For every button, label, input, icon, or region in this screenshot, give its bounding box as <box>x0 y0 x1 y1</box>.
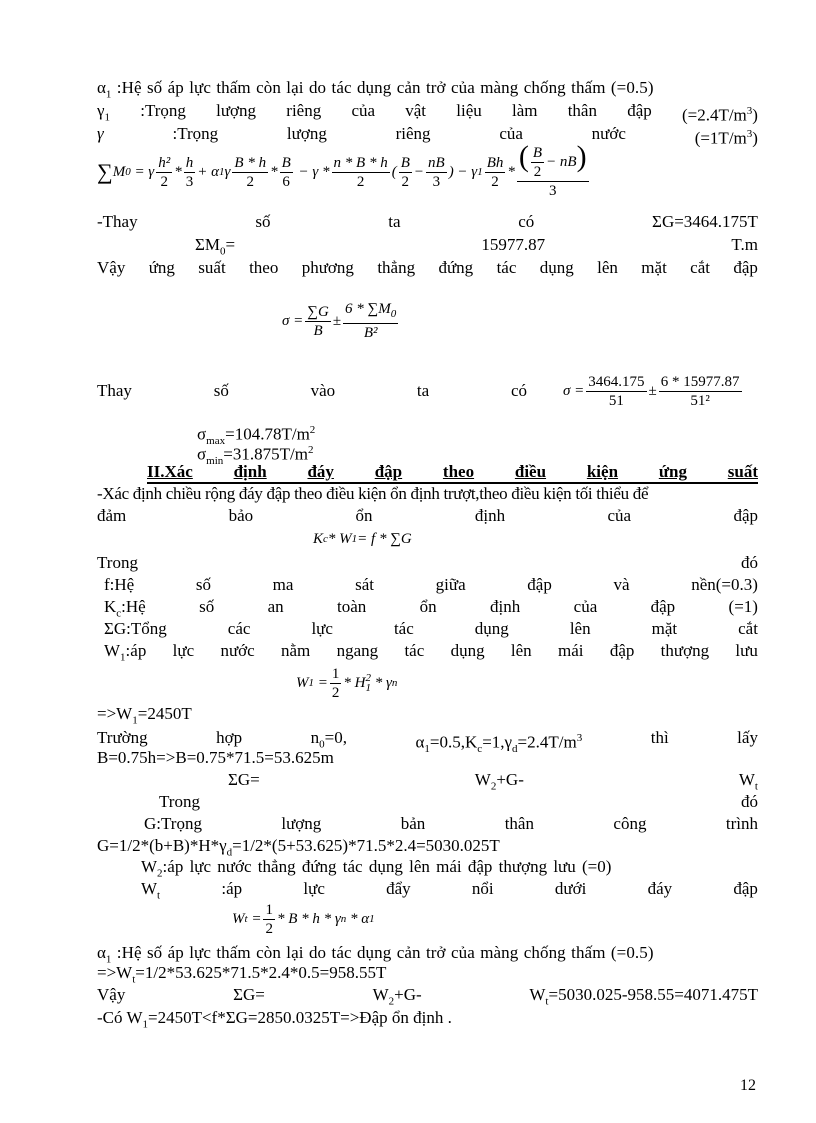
section-heading: II.Xác định đáy đập theo điều kiện ứng suất <box>147 461 758 484</box>
formula-sigma: σ = $\frac{\sum G}{B}$ ± $\frac{6 * \sum M_0}{\text{B²}}$ <box>282 301 397 341</box>
dam-bao-line: đảm bảo ổn định của đập <box>97 506 758 525</box>
sum-g-equation: ΣG= $W_2+G-$ $W_t$ <box>228 770 758 793</box>
truong-hop-line: Trường hợp $n_0=0$, $\alpha_1=0.5,K_c=1,\gamma_d=2.4T/m^3$ thì lấy <box>97 728 758 756</box>
trong-do-line-2: Trong đó <box>159 792 758 811</box>
word: riêng <box>395 124 431 143</box>
word: lượng <box>286 124 327 143</box>
word: đập <box>733 258 758 277</box>
sum-m0-line <box>97 234 758 256</box>
alpha-symbol: α <box>97 78 106 97</box>
w1-result: $=>W_1=2450T$ <box>97 704 192 727</box>
sum-g-value: ΣG=3464.175T <box>652 212 758 231</box>
thay-so-vao-line <box>97 380 527 402</box>
word: số <box>213 381 229 400</box>
page-number: 12 <box>740 1077 756 1094</box>
vay-ung-suat-line <box>97 257 758 279</box>
word: $(=1T/m^3)$ <box>694 128 758 148</box>
word: ta <box>416 381 430 400</box>
word: :Trọng <box>172 124 219 143</box>
word: thẳng <box>377 258 416 277</box>
word: của <box>499 124 523 143</box>
word: -Thay <box>97 212 138 231</box>
word: thân <box>567 101 597 120</box>
word: Thay <box>97 381 132 400</box>
word: liệu <box>456 101 482 120</box>
word: $\gamma_1$ <box>97 101 111 124</box>
alpha1-description <box>97 77 758 99</box>
trong-do-line: Trong đó <box>97 553 758 572</box>
f-description: f:Hệ số ma sát giữa đập và nền(=0.3) <box>104 575 758 594</box>
kc-description: $K_c:Hệ$ số an toàn ổn định của đập (=1) <box>104 597 758 620</box>
word: ứng <box>148 258 175 277</box>
word: $\Sigma M_0=$ <box>195 235 236 258</box>
word: lượng <box>216 101 257 120</box>
wt-result: $=>W_t=1/2*53.625*71.5*2.4*0.5=958.55T$ <box>97 963 387 986</box>
thay-so-line <box>97 211 758 233</box>
word: riêng <box>286 101 322 120</box>
formula-w1: W 1 = $\frac{1}{2}$ * H 2 1 * γ n <box>296 665 398 701</box>
vay-sum-g-line: Vậy ΣG= $W_2+G-$ $W_t=5030.025-958.55=4071.475T$ <box>97 985 758 1008</box>
word: đứng <box>438 258 474 277</box>
gamma-description <box>97 123 758 148</box>
word: dụng <box>539 258 574 277</box>
unit: T.m <box>731 235 758 254</box>
sigma-max: $\sigma_{max}=104.78T/m^2$ <box>197 424 316 448</box>
subscript: 1 <box>105 88 112 101</box>
word: tác <box>496 258 517 277</box>
formula-sum-m0: ∑ M 0 = γ $\frac{\text{h²}}{2}$ * $\frac{h}{3}$ + α 1 γ $\frac{B * h}{2}$ * $\frac{B}{6}$ − γ * $\frac{n * B * h}{2}$ ( $\frac{B}{2}$ − $\frac{nB}{3}$ ) − γ 1 $\frac{Bh}{2}$ * ( $\frac{B}{2}$ − nB) 3 <box>97 139 587 199</box>
g-equation: $G=1/2*(b+B)*H*\gamma_d=1/2*(5+53.625)*71.5*2.4=5030.025T$ <box>97 836 500 859</box>
word: ta <box>388 212 401 231</box>
word: có <box>510 381 527 400</box>
word: $(=2.4T/m^3)$ <box>681 105 758 125</box>
word: :Trọng <box>140 101 186 120</box>
word: của <box>351 101 376 120</box>
word: phương <box>301 258 354 277</box>
b-line: B=0.75h=>B=0.75*71.5=53.625m <box>97 748 334 767</box>
xac-dinh-line: -Xác định chiều rộng đáy đập theo điều kiện ổn định trượt,theo điều kiện tối thiểu để <box>97 484 649 503</box>
sum-g-description: ΣG:Tổng các lực tác dụng lên mặt cắt <box>104 619 758 638</box>
word: mặt <box>641 258 667 277</box>
alpha1-description-2: $\alpha_1$ :Hệ số áp lực thấm còn lại do tác dụng cản trở của màng chống thấm (=0.5) <box>97 943 654 966</box>
word: suất <box>198 258 226 277</box>
word: Vậy <box>97 258 126 277</box>
word: lên <box>597 258 618 277</box>
word: cắt <box>690 258 710 277</box>
word: số <box>255 212 271 231</box>
w2-description: $W_2:áp$ lực nước thẳng đứng tác dụng lên mái đập thượng lưu (=0) <box>141 857 612 880</box>
formula-wt: W t = $\frac{1}{2}$ * B * h * γ n * α 1 <box>232 901 375 937</box>
formula-sigma-numeric: σ = $\frac{3464.175}{51}$ ± $\frac{6 * 15977.87}{\text{51²}}$ <box>563 373 740 409</box>
text: :Hệ số áp lực thấm còn lại do tác dụng cản trở của màng chống thấm (=0.5) <box>111 78 654 97</box>
w1-description: $W_1:áp$ lực nước nằm ngang tác dụng lên mái đập thượng lưu <box>104 641 758 664</box>
gamma1-description <box>97 100 758 125</box>
word: vào <box>310 381 336 400</box>
g-description: G:Trọng lượng bản thân công trình <box>144 814 758 833</box>
sum-m0-value: 15977.87 <box>481 235 546 254</box>
word: γ <box>97 124 104 143</box>
word: nước <box>591 124 626 143</box>
conclusion: -Có $W_1=2450T<f*\Sigma G=2850.0325T=>Đập$ ổn định . <box>97 1008 452 1031</box>
word: vật <box>405 101 427 120</box>
formula-kc: K c * W 1 = f * ∑G <box>313 530 412 547</box>
sigma-min: $\sigma_{min}=31.875T/m^2$ <box>197 444 314 468</box>
word: theo <box>249 258 279 277</box>
word: đập <box>627 101 652 120</box>
wt-description: $W_t$ :áp lực đẩy nổi dưới đáy đập <box>141 879 758 902</box>
word: có <box>518 212 535 231</box>
word: làm <box>511 101 538 120</box>
